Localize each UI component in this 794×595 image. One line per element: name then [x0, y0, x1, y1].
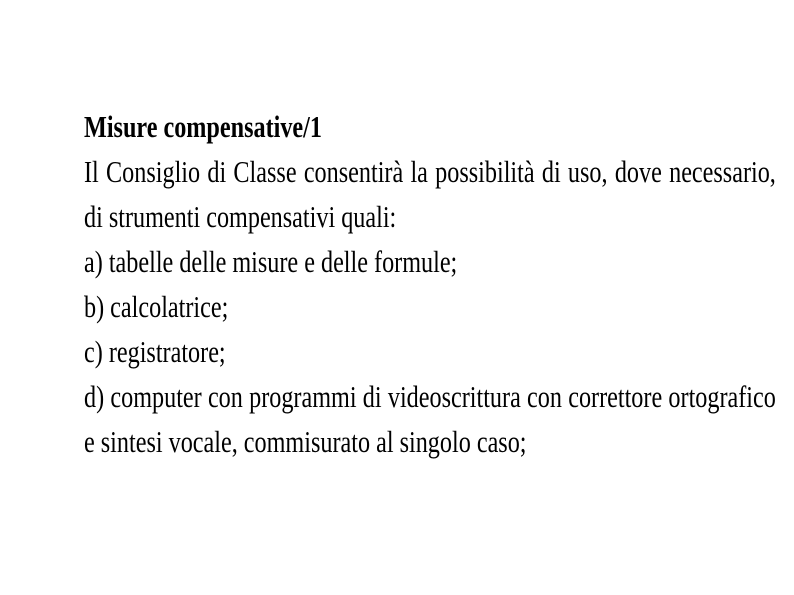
text-block [84, 104, 776, 464]
list-item-a: a) tabelle delle misure e delle formule; [84, 244, 458, 279]
list-item-c: c) registratore; [84, 334, 226, 369]
intro-paragraph: Il Consiglio di Classe consentirà la possibilità di uso, dove necessario, di strumenti compensativi quali: [84, 154, 776, 234]
list-item-b: b) calcolatrice; [84, 289, 229, 324]
slide-title: Misure compensative/1 [84, 109, 322, 144]
list-item-d: d) computer con programmi di videoscrittura con correttore ortografico e sintesi vocale, commisurato al singolo caso; [84, 379, 776, 459]
